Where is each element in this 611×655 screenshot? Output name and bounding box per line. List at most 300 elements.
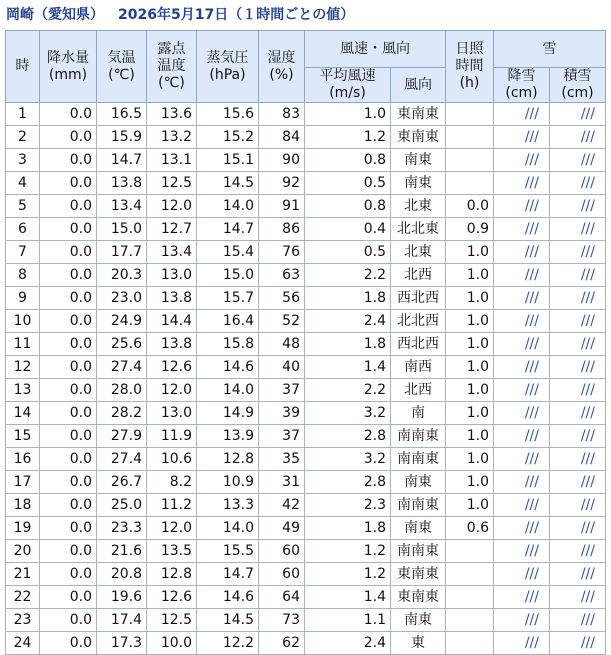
wind-speed-cell: 0.8 [305, 195, 391, 218]
snowfall-cell: /// [494, 425, 550, 448]
hour-cell: 16 [6, 448, 40, 471]
temperature-cell: 26.7 [97, 471, 147, 494]
wind-speed-cell: 2.4 [305, 310, 391, 333]
hour-cell: 13 [6, 379, 40, 402]
dew-point-cell: 12.0 [147, 517, 197, 540]
hour-cell: 12 [6, 356, 40, 379]
dew-point-cell: 13.2 [147, 126, 197, 149]
table-row [6, 379, 606, 402]
snow-depth-cell: /// [550, 172, 606, 195]
wind-speed-cell: 0.8 [305, 149, 391, 172]
vapor-pressure-cell: 14.9 [197, 402, 259, 425]
temperature-cell: 13.8 [97, 172, 147, 195]
table-row [6, 540, 606, 563]
wind-speed-cell: 1.2 [305, 540, 391, 563]
wind-direction-cell: 南南東 [391, 425, 446, 448]
table-row [6, 310, 606, 333]
precipitation-cell: 0.0 [40, 333, 97, 356]
dew-point-cell: 13.0 [147, 402, 197, 425]
vapor-pressure-cell: 13.9 [197, 425, 259, 448]
wind-direction-cell: 北北西 [391, 310, 446, 333]
hour-cell: 7 [6, 241, 40, 264]
hour-cell: 20 [6, 540, 40, 563]
precipitation-cell: 0.0 [40, 517, 97, 540]
sunshine-cell: 0.6 [446, 517, 494, 540]
wind-speed-cell: 2.8 [305, 471, 391, 494]
humidity-cell: 92 [259, 172, 305, 195]
col-header-humidity: 湿度 (%) [259, 31, 305, 103]
table-row [6, 586, 606, 609]
col-header-wind-direction: 風向 [391, 68, 446, 103]
vapor-pressure-cell: 14.5 [197, 172, 259, 195]
humidity-cell: 86 [259, 218, 305, 241]
precipitation-cell: 0.0 [40, 264, 97, 287]
wind-speed-cell: 1.4 [305, 586, 391, 609]
snow-depth-cell: /// [550, 333, 606, 356]
snowfall-cell: /// [494, 563, 550, 586]
precipitation-cell: 0.0 [40, 632, 97, 655]
humidity-cell: 52 [259, 310, 305, 333]
precipitation-cell: 0.0 [40, 287, 97, 310]
humidity-cell: 83 [259, 103, 305, 126]
hour-cell: 22 [6, 586, 40, 609]
snowfall-cell: /// [494, 218, 550, 241]
humidity-cell: 84 [259, 126, 305, 149]
precipitation-cell: 0.0 [40, 103, 97, 126]
precipitation-cell: 0.0 [40, 586, 97, 609]
col-header-snow-group: 雪 [494, 31, 606, 68]
hour-cell: 17 [6, 471, 40, 494]
snow-depth-cell: /// [550, 287, 606, 310]
hour-cell: 3 [6, 149, 40, 172]
wind-speed-cell: 1.0 [305, 103, 391, 126]
precipitation-cell: 0.0 [40, 448, 97, 471]
wind-direction-cell: 北西 [391, 379, 446, 402]
table-row [6, 517, 606, 540]
vapor-pressure-cell: 10.9 [197, 471, 259, 494]
wind-direction-cell: 東南東 [391, 126, 446, 149]
vapor-pressure-cell: 14.6 [197, 586, 259, 609]
snow-depth-cell: /// [550, 448, 606, 471]
precipitation-cell: 0.0 [40, 609, 97, 632]
table-row [6, 218, 606, 241]
precipitation-cell: 0.0 [40, 563, 97, 586]
vapor-pressure-cell: 15.5 [197, 540, 259, 563]
wind-direction-cell: 西北西 [391, 333, 446, 356]
temperature-cell: 15.0 [97, 218, 147, 241]
sunshine-cell: 1.0 [446, 310, 494, 333]
snowfall-cell: /// [494, 540, 550, 563]
vapor-pressure-cell: 15.7 [197, 287, 259, 310]
humidity-cell: 73 [259, 609, 305, 632]
col-header-temperature: 気温 (℃) [97, 31, 147, 103]
wind-speed-cell: 1.8 [305, 333, 391, 356]
hour-cell: 19 [6, 517, 40, 540]
sunshine-cell: 0.9 [446, 218, 494, 241]
precipitation-cell: 0.0 [40, 126, 97, 149]
sunshine-cell [446, 563, 494, 586]
sunshine-cell: 1.0 [446, 287, 494, 310]
col-header-wind-speed: 平均風速 (m/s) [305, 68, 391, 103]
dew-point-cell: 12.7 [147, 218, 197, 241]
snow-depth-cell: /// [550, 632, 606, 655]
humidity-cell: 37 [259, 379, 305, 402]
snow-depth-cell: /// [550, 264, 606, 287]
snow-depth-cell: /// [550, 241, 606, 264]
dew-point-cell: 12.8 [147, 563, 197, 586]
vapor-pressure-cell: 14.6 [197, 356, 259, 379]
col-header-hour: 時 [6, 31, 40, 103]
wind-speed-cell: 3.2 [305, 448, 391, 471]
dew-point-cell: 13.8 [147, 287, 197, 310]
table-row [6, 103, 606, 126]
wind-direction-cell: 南南東 [391, 448, 446, 471]
humidity-cell: 91 [259, 195, 305, 218]
col-header-wind-group: 風速・風向 [305, 31, 446, 68]
hour-cell: 21 [6, 563, 40, 586]
dew-point-cell: 13.4 [147, 241, 197, 264]
dew-point-cell: 13.5 [147, 540, 197, 563]
wind-direction-cell: 東南東 [391, 563, 446, 586]
humidity-cell: 64 [259, 586, 305, 609]
humidity-cell: 76 [259, 241, 305, 264]
wind-speed-cell: 0.4 [305, 218, 391, 241]
sunshine-cell: 1.0 [446, 448, 494, 471]
dew-point-cell: 12.0 [147, 379, 197, 402]
col-header-dew-point: 露点 温度 (℃) [147, 31, 197, 103]
col-header-snow-depth: 積雪 (cm) [550, 68, 606, 103]
precipitation-cell: 0.0 [40, 218, 97, 241]
precipitation-cell: 0.0 [40, 425, 97, 448]
snow-depth-cell: /// [550, 425, 606, 448]
vapor-pressure-cell: 15.6 [197, 103, 259, 126]
humidity-cell: 37 [259, 425, 305, 448]
wind-speed-cell: 1.2 [305, 126, 391, 149]
temperature-cell: 19.6 [97, 586, 147, 609]
table-body [6, 103, 606, 655]
sunshine-cell: 1.0 [446, 264, 494, 287]
snow-depth-cell: /// [550, 149, 606, 172]
temperature-cell: 14.7 [97, 149, 147, 172]
snowfall-cell: /// [494, 632, 550, 655]
snow-depth-cell: /// [550, 586, 606, 609]
snow-depth-cell: /// [550, 563, 606, 586]
snowfall-cell: /// [494, 149, 550, 172]
snow-depth-cell: /// [550, 310, 606, 333]
temperature-cell: 27.4 [97, 448, 147, 471]
wind-direction-cell: 南東 [391, 149, 446, 172]
table-row [6, 563, 606, 586]
dew-point-cell: 8.2 [147, 471, 197, 494]
table-row [6, 172, 606, 195]
sunshine-cell [446, 540, 494, 563]
hour-cell: 11 [6, 333, 40, 356]
station-name: 岡崎（愛知県） [6, 7, 104, 23]
table-row [6, 425, 606, 448]
wind-direction-cell: 北東 [391, 195, 446, 218]
dew-point-cell: 12.5 [147, 172, 197, 195]
wind-direction-cell: 南東 [391, 609, 446, 632]
hour-cell: 8 [6, 264, 40, 287]
precipitation-cell: 0.0 [40, 149, 97, 172]
humidity-cell: 48 [259, 333, 305, 356]
humidity-cell: 60 [259, 540, 305, 563]
sunshine-cell: 1.0 [446, 333, 494, 356]
wind-direction-cell: 北東 [391, 241, 446, 264]
hour-cell: 15 [6, 425, 40, 448]
wind-direction-cell: 南東 [391, 471, 446, 494]
table-row [6, 241, 606, 264]
wind-speed-cell: 2.2 [305, 379, 391, 402]
temperature-cell: 20.3 [97, 264, 147, 287]
hour-cell: 18 [6, 494, 40, 517]
snow-depth-cell: /// [550, 494, 606, 517]
dew-point-cell: 14.4 [147, 310, 197, 333]
table-row [6, 333, 606, 356]
humidity-cell: 42 [259, 494, 305, 517]
snow-depth-cell: /// [550, 356, 606, 379]
temperature-cell: 15.9 [97, 126, 147, 149]
precipitation-cell: 0.0 [40, 402, 97, 425]
vapor-pressure-cell: 14.5 [197, 609, 259, 632]
wind-speed-cell: 0.5 [305, 172, 391, 195]
snowfall-cell: /// [494, 126, 550, 149]
temperature-cell: 20.8 [97, 563, 147, 586]
vapor-pressure-cell: 13.3 [197, 494, 259, 517]
sunshine-cell: 0.0 [446, 195, 494, 218]
hour-cell: 4 [6, 172, 40, 195]
table-row [6, 264, 606, 287]
hour-cell: 14 [6, 402, 40, 425]
hour-cell: 9 [6, 287, 40, 310]
precipitation-cell: 0.0 [40, 172, 97, 195]
wind-direction-cell: 西北西 [391, 287, 446, 310]
snow-depth-cell: /// [550, 402, 606, 425]
wind-direction-cell: 北西 [391, 264, 446, 287]
table-row [6, 287, 606, 310]
wind-direction-cell: 南西 [391, 356, 446, 379]
snowfall-cell: /// [494, 609, 550, 632]
hour-cell: 5 [6, 195, 40, 218]
table-row [6, 126, 606, 149]
snow-depth-cell: /// [550, 471, 606, 494]
wind-direction-cell: 東南東 [391, 586, 446, 609]
hour-cell: 10 [6, 310, 40, 333]
humidity-cell: 35 [259, 448, 305, 471]
sunshine-cell [446, 609, 494, 632]
snow-depth-cell: /// [550, 103, 606, 126]
snowfall-cell: /// [494, 586, 550, 609]
wind-speed-cell: 1.8 [305, 517, 391, 540]
hour-cell: 6 [6, 218, 40, 241]
vapor-pressure-cell: 14.0 [197, 517, 259, 540]
humidity-cell: 31 [259, 471, 305, 494]
humidity-cell: 56 [259, 287, 305, 310]
temperature-cell: 27.4 [97, 356, 147, 379]
dew-point-cell: 12.6 [147, 586, 197, 609]
wind-speed-cell: 0.5 [305, 241, 391, 264]
wind-speed-cell: 3.2 [305, 402, 391, 425]
header-row-1 [6, 31, 606, 68]
vapor-pressure-cell: 15.4 [197, 241, 259, 264]
wind-direction-cell: 南 [391, 402, 446, 425]
precipitation-cell: 0.0 [40, 310, 97, 333]
hour-cell: 24 [6, 632, 40, 655]
table-row [6, 494, 606, 517]
temperature-cell: 23.3 [97, 517, 147, 540]
temperature-cell: 21.6 [97, 540, 147, 563]
table-row [6, 402, 606, 425]
table-row [6, 195, 606, 218]
temperature-cell: 25.6 [97, 333, 147, 356]
temperature-cell: 17.3 [97, 632, 147, 655]
sunshine-cell [446, 586, 494, 609]
table-row [6, 632, 606, 655]
hour-cell: 23 [6, 609, 40, 632]
vapor-pressure-cell: 15.0 [197, 264, 259, 287]
humidity-cell: 63 [259, 264, 305, 287]
temperature-cell: 27.9 [97, 425, 147, 448]
snowfall-cell: /// [494, 241, 550, 264]
dew-point-cell: 11.9 [147, 425, 197, 448]
sunshine-cell: 1.0 [446, 402, 494, 425]
vapor-pressure-cell: 14.7 [197, 218, 259, 241]
vapor-pressure-cell: 14.7 [197, 563, 259, 586]
humidity-cell: 49 [259, 517, 305, 540]
wind-speed-cell: 2.4 [305, 632, 391, 655]
precipitation-cell: 0.0 [40, 379, 97, 402]
hourly-observation-table [5, 30, 606, 655]
table-row [6, 149, 606, 172]
wind-direction-cell: 南東 [391, 172, 446, 195]
sunshine-cell [446, 126, 494, 149]
vapor-pressure-cell: 15.8 [197, 333, 259, 356]
col-header-snowfall: 降雪 (cm) [494, 68, 550, 103]
snow-depth-cell: /// [550, 540, 606, 563]
snowfall-cell: /// [494, 287, 550, 310]
col-header-vapor-pressure: 蒸気圧 (hPa) [197, 31, 259, 103]
vapor-pressure-cell: 15.1 [197, 149, 259, 172]
dew-point-cell: 13.6 [147, 103, 197, 126]
snow-depth-cell: /// [550, 195, 606, 218]
snow-depth-cell: /// [550, 609, 606, 632]
humidity-cell: 62 [259, 632, 305, 655]
hour-cell: 2 [6, 126, 40, 149]
vapor-pressure-cell: 14.0 [197, 379, 259, 402]
wind-direction-cell: 南南東 [391, 494, 446, 517]
precipitation-cell: 0.0 [40, 540, 97, 563]
snow-depth-cell: /// [550, 126, 606, 149]
temperature-cell: 28.0 [97, 379, 147, 402]
sunshine-cell: 1.0 [446, 425, 494, 448]
humidity-cell: 40 [259, 356, 305, 379]
table-row [6, 448, 606, 471]
wind-direction-cell: 南南東 [391, 540, 446, 563]
vapor-pressure-cell: 12.8 [197, 448, 259, 471]
vapor-pressure-cell: 16.4 [197, 310, 259, 333]
observation-date: 2026年5月17日（１時間ごとの値） [118, 7, 355, 23]
sunshine-cell: 1.0 [446, 356, 494, 379]
page-title [0, 0, 611, 30]
table-row [6, 609, 606, 632]
dew-point-cell: 10.6 [147, 448, 197, 471]
humidity-cell: 60 [259, 563, 305, 586]
vapor-pressure-cell: 12.2 [197, 632, 259, 655]
snowfall-cell: /// [494, 172, 550, 195]
wind-direction-cell: 北北東 [391, 218, 446, 241]
precipitation-cell: 0.0 [40, 494, 97, 517]
snowfall-cell: /// [494, 517, 550, 540]
snowfall-cell: /// [494, 310, 550, 333]
dew-point-cell: 11.2 [147, 494, 197, 517]
temperature-cell: 13.4 [97, 195, 147, 218]
snowfall-cell: /// [494, 471, 550, 494]
wind-speed-cell: 2.3 [305, 494, 391, 517]
snow-depth-cell: /// [550, 517, 606, 540]
temperature-cell: 17.4 [97, 609, 147, 632]
snowfall-cell: /// [494, 333, 550, 356]
temperature-cell: 17.7 [97, 241, 147, 264]
dew-point-cell: 13.1 [147, 149, 197, 172]
sunshine-cell [446, 149, 494, 172]
humidity-cell: 39 [259, 402, 305, 425]
table-row [6, 356, 606, 379]
snowfall-cell: /// [494, 195, 550, 218]
temperature-cell: 16.5 [97, 103, 147, 126]
wind-speed-cell: 1.2 [305, 563, 391, 586]
sunshine-cell: 1.0 [446, 379, 494, 402]
sunshine-cell: 1.0 [446, 241, 494, 264]
temperature-cell: 23.0 [97, 287, 147, 310]
wind-direction-cell: 南東 [391, 517, 446, 540]
snow-depth-cell: /// [550, 379, 606, 402]
vapor-pressure-cell: 15.2 [197, 126, 259, 149]
dew-point-cell: 12.0 [147, 195, 197, 218]
precipitation-cell: 0.0 [40, 195, 97, 218]
temperature-cell: 24.9 [97, 310, 147, 333]
snowfall-cell: /// [494, 264, 550, 287]
sunshine-cell [446, 103, 494, 126]
dew-point-cell: 12.6 [147, 356, 197, 379]
wind-direction-cell: 東南東 [391, 103, 446, 126]
precipitation-cell: 0.0 [40, 471, 97, 494]
snowfall-cell: /// [494, 448, 550, 471]
snow-depth-cell: /// [550, 218, 606, 241]
humidity-cell: 90 [259, 149, 305, 172]
hour-cell: 1 [6, 103, 40, 126]
temperature-cell: 25.0 [97, 494, 147, 517]
sunshine-cell: 1.0 [446, 494, 494, 517]
wind-speed-cell: 1.4 [305, 356, 391, 379]
col-header-precipitation: 降水量 (mm) [40, 31, 97, 103]
wind-speed-cell: 2.8 [305, 425, 391, 448]
sunshine-cell: 1.0 [446, 471, 494, 494]
dew-point-cell: 12.5 [147, 609, 197, 632]
col-header-sunshine: 日照 時間 (h) [446, 31, 494, 103]
dew-point-cell: 13.8 [147, 333, 197, 356]
wind-speed-cell: 1.8 [305, 287, 391, 310]
precipitation-cell: 0.0 [40, 241, 97, 264]
vapor-pressure-cell: 14.0 [197, 195, 259, 218]
dew-point-cell: 13.0 [147, 264, 197, 287]
snowfall-cell: /// [494, 402, 550, 425]
wind-speed-cell: 2.2 [305, 264, 391, 287]
table-row [6, 471, 606, 494]
wind-direction-cell: 東 [391, 632, 446, 655]
sunshine-cell [446, 172, 494, 195]
temperature-cell: 28.2 [97, 402, 147, 425]
snowfall-cell: /// [494, 356, 550, 379]
